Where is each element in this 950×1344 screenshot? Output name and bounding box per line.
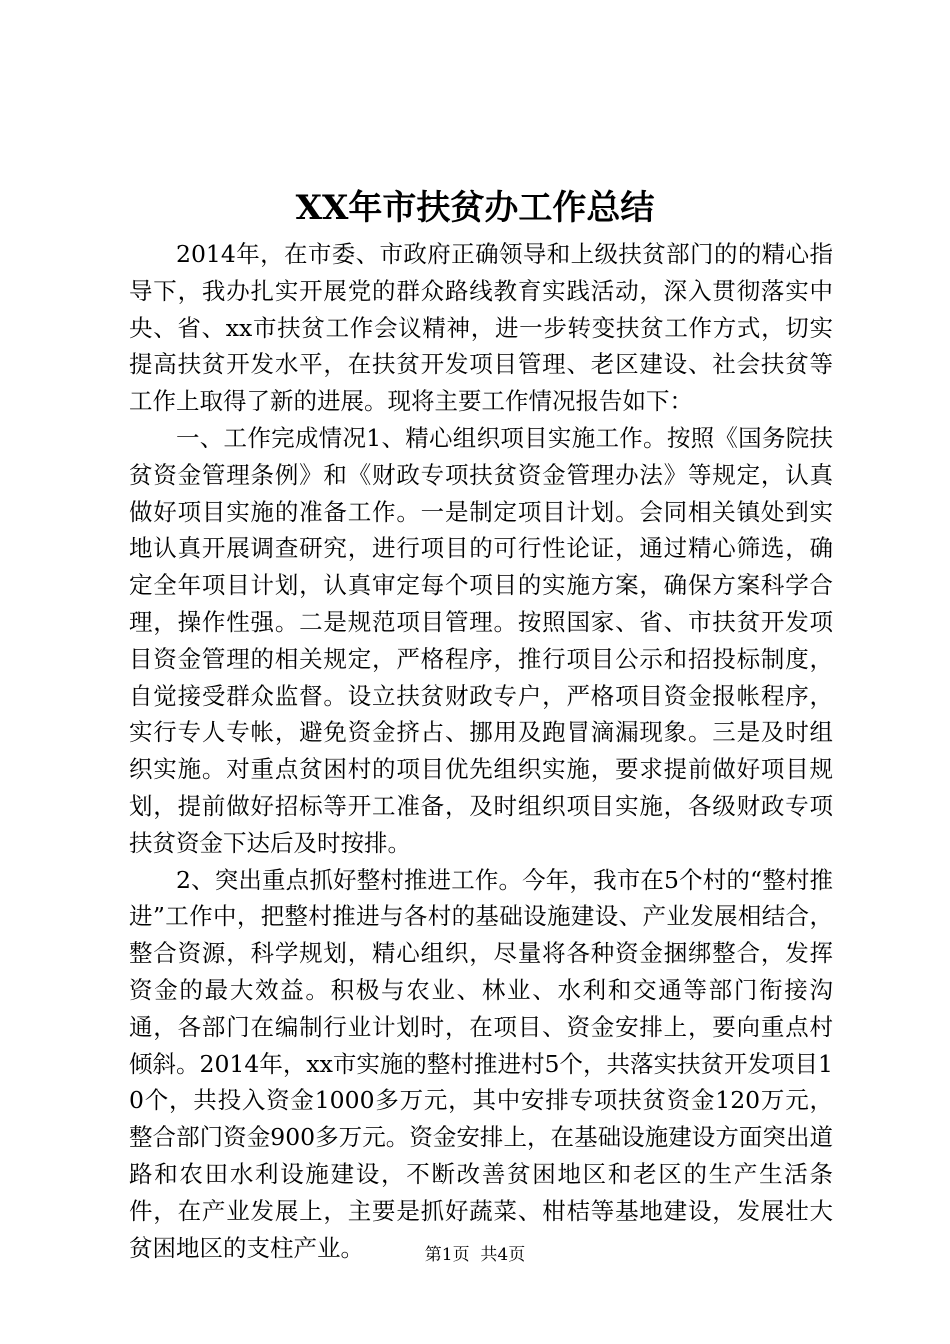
page-number: 第1页 [424,1245,470,1265]
paragraph-section-1: 一、工作完成情况1、精心组织项目实施工作。按照《国务院扶贫资金管理条例》和《财政专项扶贫资金管理办法》等规定，认真做好项目实施的准备工作。一是制定项目计划。会同相关镇处到实地认真开展调查研究，进行项目的可行性论证，通过精心筛选，确定全年项目计划，认真审定每个项目的实施方案，确保方案科学合理，操作性强。二是规范项目管理。按照国家、省、市扶贫开发项目资金管理的相关规定，严格程序，推行项目公示和招投标制度，自觉接受群众监督。设立扶贫财政专户，严格项目资金报帐程序，实行专人专帐，避免资金挤占、挪用及跑冒滴漏现象。三是及时组织实施。对重点贫困村的项目优先组织实施，要求提前做好项目规划，提前做好招标等开工准备，及时组织项目实施，各级财政专项扶贫资金下达后及时按排。 [129,423,833,857]
document-title: XX年市扶贫办工作总结 [295,188,655,228]
page-footer [0,1243,950,1267]
document-body [129,236,833,1266]
page-total: 共4页 [480,1245,526,1265]
paragraph-intro: 2014年，在市委、市政府正确领导和上级扶贫部门的的精心指导下，我办扎实开展党的群众路线教育实践活动，深入贯彻落实中央、省、xx市扶贫工作会议精神，进一步转变扶贫工作方式，切实提高扶贫开发水平，在扶贫开发项目管理、老区建设、社会扶贫等工作上取得了新的进展。现将主要工作情况报告如下： [129,240,833,416]
paragraph-section-2: 2、突出重点抓好整村推进工作。今年，我市在5个村的“整村推进”工作中，把整村推进与各村的基础设施建设、产业发展相结合，整合资源，科学规划，精心组织，尽量将各种资金捆绑整合，发挥资金的最大效益。积极与农业、林业、水利和交通等部门衔接沟通，各部门在编制行业计划时，在项目、资金安排上，要向重点村倾斜。2014年，xx市实施的整村推进村5个，共落实扶贫开发项目10个，共投入资金1000多万元，其中安排专项扶贫资金120万元，整合部门资金900多万元。资金安排上，在基础设施建设方面突出道路和农田水利设施建设，不断改善贫困地区和老区的生产生活条件，在产业发展上，主要是抓好蔬菜、柑桔等基地建设，发展壮大贫困地区的支柱产业。 [129,865,833,1262]
